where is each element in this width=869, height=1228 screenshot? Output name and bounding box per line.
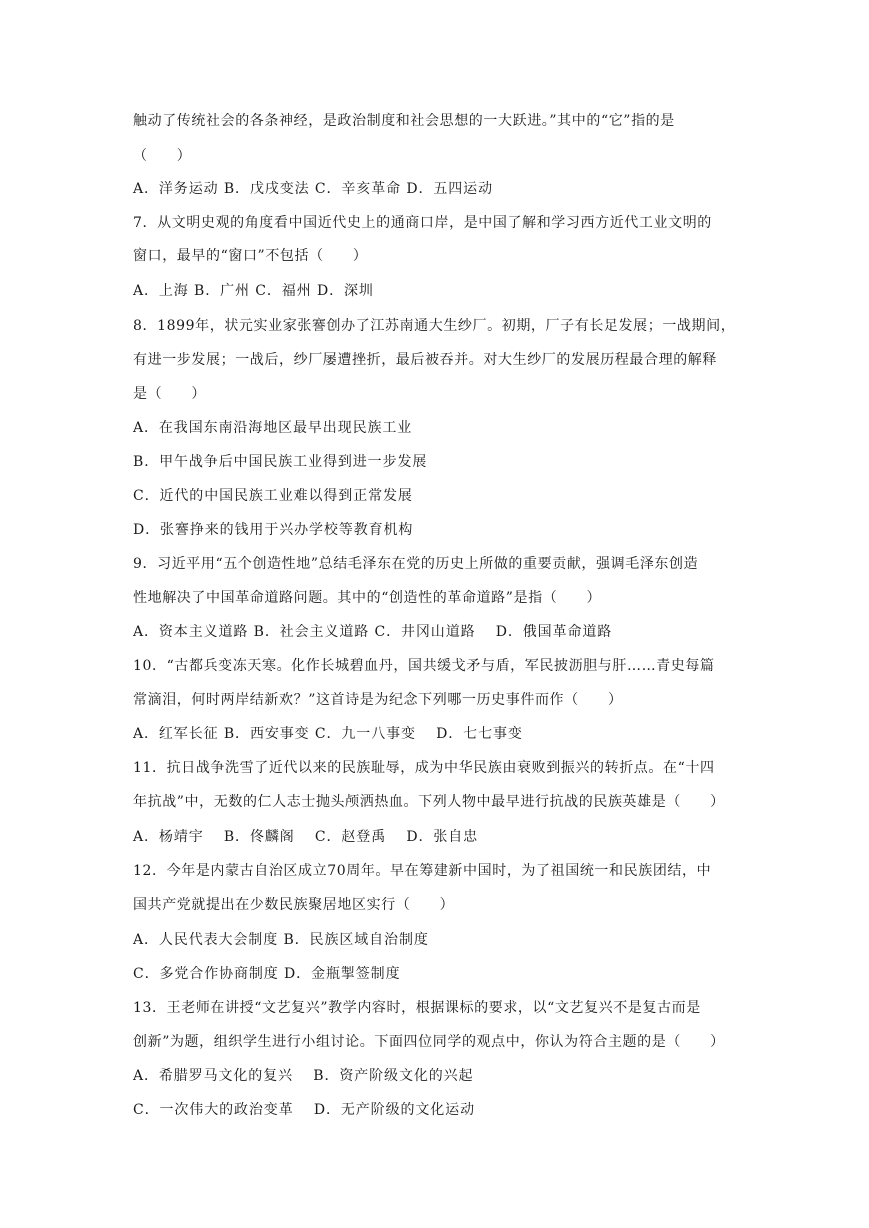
- question-13: 13．王老师在讲授“文艺复兴”教学内容时，根据课标的要求，以“文艺复兴不是复古而是: [133, 1000, 701, 1016]
- answer-options: A．希腊罗马文化的复兴 B．资产阶级文化的兴起: [133, 1068, 474, 1084]
- answer-options: A．杨靖宇 B．佟麟阁 C．赵登禹 D．张自忠: [133, 829, 479, 845]
- text-line: （ ）: [133, 148, 192, 164]
- answer-option-b: B．甲午战争后中国民族工业得到进一步发展: [133, 454, 428, 470]
- question-7: 7．从文明史观的角度看中国近代史上的通商口岸，是中国了解和学习西方近代工业文明的: [133, 215, 712, 231]
- text-line: 窗口，最早的“窗口”不包括（ ）: [133, 248, 368, 264]
- answer-option-a: A．在我国东南沿海地区最早出现民族工业: [133, 420, 413, 436]
- answer-options: A．洋务运动 B．戊戌变法 C．辛亥革命 D．五四运动: [133, 181, 493, 197]
- text-line: 创新”为题，组织学生进行小组讨论。下面四位同学的观点中，你认为符合主题的是（ ）: [133, 1034, 725, 1050]
- question-12: 12．今年是内蒙古自治区成立70周年。早在筹建新中国时，为了祖国统一和民族团结，中: [133, 863, 712, 879]
- text-line: 年抗战”中，无数的仁人志士抛头颅洒热血。下列人物中最早进行抗战的民族英雄是（ ）: [133, 794, 725, 810]
- answer-options: C．一次伟大的政治变革 D．无产阶级的文化运动: [133, 1102, 475, 1118]
- text-line: 性地解决了中国革命道路问题。其中的“创造性的革命道路”是指（ ）: [133, 590, 602, 606]
- answer-options: A．红军长征 B．西安事变 C．九一八事变 D．七七事变: [133, 726, 523, 742]
- question-10: 10．“古都兵变冻天寒。化作长城碧血丹，国共缓戈矛与盾，军民披沥胆与肝……青史每篇: [133, 658, 715, 674]
- answer-options: A．人民代表大会制度 B．民族区域自治制度: [133, 932, 429, 948]
- text-line: 触动了传统社会的各条神经，是政治制度和社会思想的一大跃进。”其中的“它”指的是: [133, 113, 675, 129]
- text-line: 国共产党就提出在少数民族聚居地区实行（ ）: [133, 897, 455, 913]
- answer-option-d: D．张謇挣来的钱用于兴办学校等教育机构: [133, 522, 414, 538]
- answer-options: A．上海 B．广州 C．福州 D．深圳: [133, 283, 374, 299]
- question-8: 8．1899年，状元实业家张謇创办了江苏南通大生纱厂。初期，厂子有长足发展；一战期间，: [133, 318, 736, 334]
- question-11: 11．抗日战争洗雪了近代以来的民族耻辱，成为中华民族由衰败到振兴的转折点。在“十四: [133, 760, 715, 776]
- text-line: 有进一步发展；一战后，纱厂屡遭挫折，最后被吞并。对大生纱厂的发展历程最合理的解释: [133, 352, 717, 368]
- answer-options: A．资本主义道路 B．社会主义道路 C．井冈山道路 D．俄国革命道路: [133, 624, 613, 640]
- question-9: 9．习近平用“五个创造性地”总结毛泽东在党的历史上所做的重要贡献，强调毛泽东创造: [133, 556, 699, 572]
- text-line: 是（ ）: [133, 386, 206, 402]
- answer-option-c: C．近代的中国民族工业难以得到正常发展: [133, 488, 413, 504]
- text-line: 常滴泪，何时两岸结新欢？”这首诗是为纪念下列哪一历史事件而作（ ）: [133, 692, 623, 708]
- answer-options: C．多党合作协商制度 D．金瓶掣签制度: [133, 966, 401, 982]
